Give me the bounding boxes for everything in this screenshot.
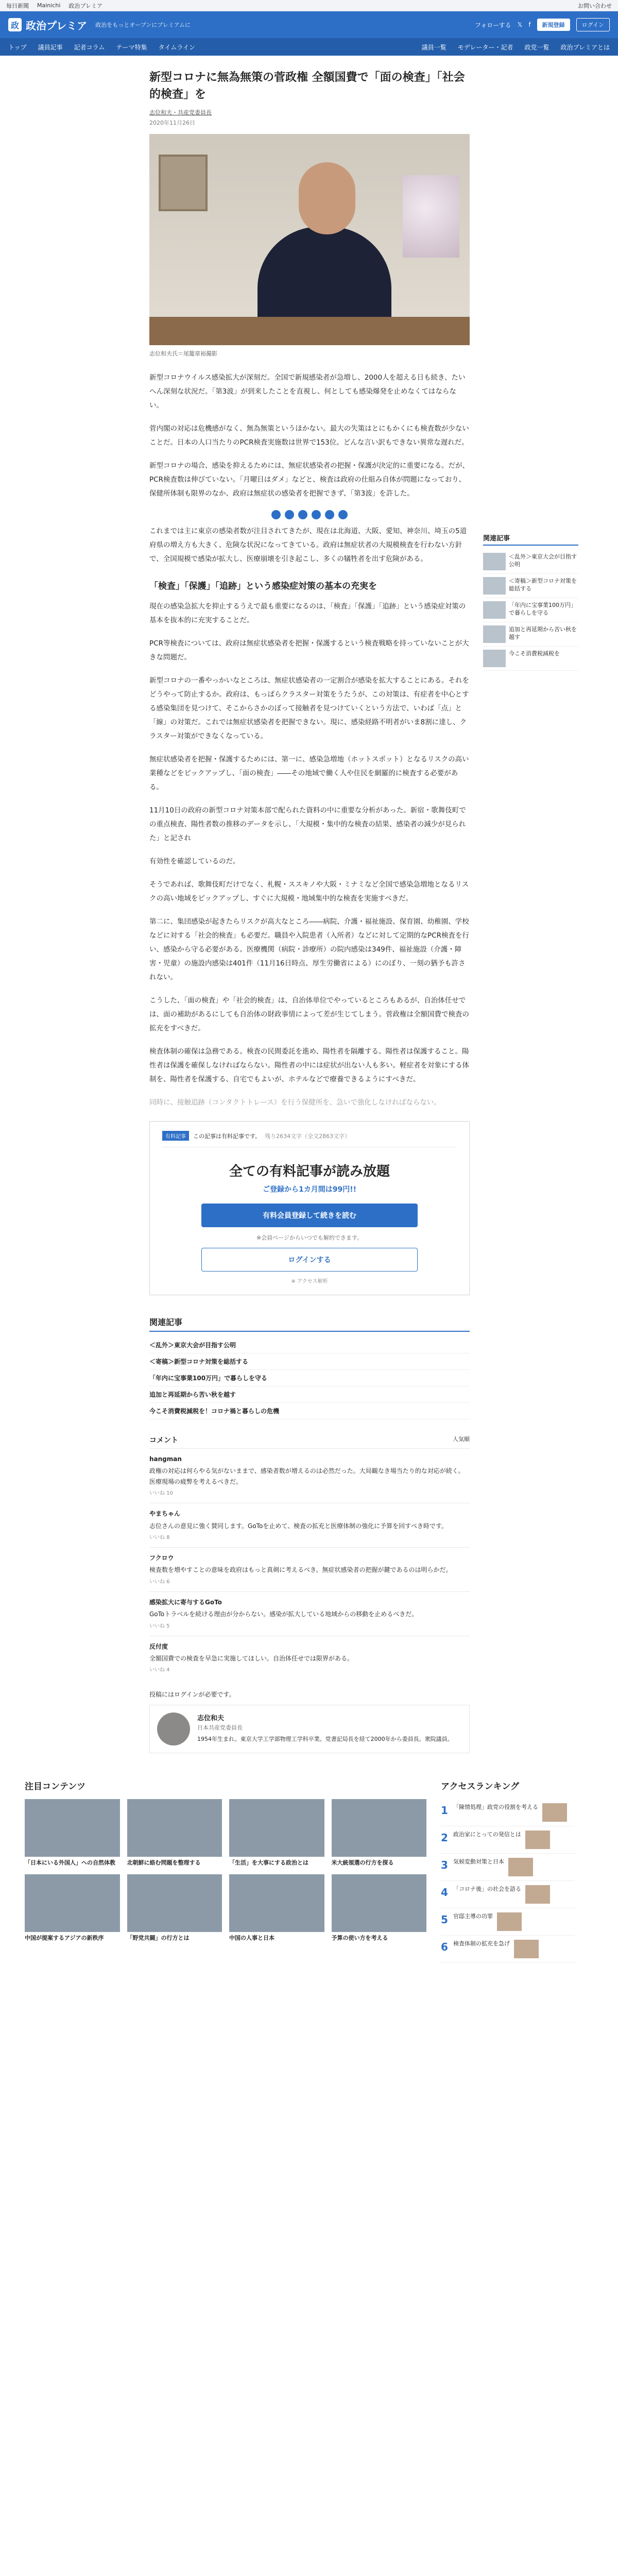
- thumbnail: [497, 1912, 522, 1931]
- comment: [149, 1503, 470, 1547]
- article-date: 2020年11月26日: [149, 120, 195, 126]
- paid-badge: 有料記事: [162, 1131, 189, 1141]
- related-item[interactable]: 追加と再延期から苦い秋を越す: [149, 1386, 470, 1403]
- ranking-label: 政治家にとっての発信とは: [453, 1831, 521, 1838]
- comments-sort-select[interactable]: 人気順: [453, 1436, 470, 1443]
- logo-text: 政治プレミア: [26, 19, 88, 32]
- ranking-label: 検査体制の拡充を急げ: [453, 1940, 510, 1947]
- sidebar-item[interactable]: [483, 622, 578, 647]
- topbar-link-mainichi-en[interactable]: Mainichi: [37, 2, 61, 9]
- thumbnail: [508, 1858, 533, 1876]
- paywall-title: 全ての有料記事が読み放題: [229, 1164, 390, 1179]
- photo-caption: 志位和夫氏＝尾籠章裕撮影: [149, 350, 217, 357]
- card-title: 「野党共闘」の行方とは: [127, 1934, 190, 1941]
- paragraph: 11月10日の政府の新型コロナ対策本部で配られた資料の中に重要な分析があった。新宿・歌舞伎町での重点検査、陽性者数の推移のデータを示し、「大規模・集中的な検査の結果、感染者の減少が見られた」と記され: [149, 806, 466, 842]
- card-title: 「日本にいる外国人」への自然体教: [25, 1859, 115, 1867]
- ranking-item[interactable]: 4 「コロナ後」の社会を語る: [441, 1881, 575, 1908]
- comment: [149, 1636, 470, 1680]
- attention-card[interactable]: [127, 1799, 222, 1867]
- thumbnail: [514, 1940, 539, 1958]
- thumbnail: [483, 577, 506, 595]
- paragraph: 現在の感染急拡大を抑止するうえで最も重要になるのは、「検査」「保護」「追跡」という感染症対策の基本を抜本的に充実することだ。: [149, 602, 466, 624]
- card-image: [229, 1874, 324, 1932]
- attention-card[interactable]: [332, 1874, 427, 1942]
- nav-item-timeline[interactable]: タイムライン: [158, 43, 195, 51]
- comment-user[interactable]: hangman: [149, 1455, 182, 1463]
- related-item[interactable]: 「年内に宝事業100万円」で暮らしを守る: [149, 1370, 470, 1386]
- card-image: [127, 1874, 222, 1932]
- paywall-remaining: 残り2634文字（全文2863文字）: [265, 1132, 351, 1140]
- attention-card[interactable]: [229, 1874, 324, 1942]
- comment-text: 政権の対応は何らやる気がないままで、感染者数が増えるのは必然だった。大局観なき場当たり的な対応が続く。医療現場の疲弊を考えるべきだ。: [149, 1467, 465, 1485]
- card-image: [127, 1799, 222, 1857]
- attention-card[interactable]: [25, 1874, 120, 1942]
- paragraph: PCR等検査については、政府は無症状感染者を把握・保護するという検査戦略を持っていないことが大きな問題だ。: [149, 639, 469, 662]
- author-title: 日本共産党委員長: [197, 1724, 243, 1732]
- paywall-box: [149, 1121, 470, 1295]
- comment-meta[interactable]: いいね 4: [149, 1667, 170, 1673]
- share-twitter-icon[interactable]: [285, 510, 294, 519]
- paragraph: 第二に、集団感染が起きたらリスクが高大なところ――病院、介護・福祉施設、保育園、幼稚園、学校などに対する「社会的検査」も必要だ。職員や入院患者（入所者）などに対して定期的なPCR検査を行い、感染から守る必要がある。医療機関（病院・診療所）の院内感染は349件、福祉施設（介護・障害・児童）の施設内感染は401件（11月16日時点、厚生労働省による）にのぼり、一刻の猶予も許されない。: [149, 918, 469, 981]
- ranking-title: アクセスランキング: [441, 1782, 519, 1792]
- share-link-icon[interactable]: [338, 510, 348, 519]
- thumbnail: [525, 1831, 550, 1849]
- sidebar-item[interactable]: [483, 550, 578, 574]
- paywall-footnote: ※ アクセス解析: [291, 1279, 328, 1284]
- site-logo[interactable]: [8, 18, 87, 32]
- related-item[interactable]: 今こそ消費税減税を！コロナ禍と暮らしの危機: [149, 1403, 470, 1419]
- author-card[interactable]: [149, 1705, 470, 1753]
- comment-meta[interactable]: いいね 10: [149, 1490, 173, 1497]
- paragraph-faded: 同時に、接触追跡（コンタクトトレース）を行う保健所を、急いで強化しなければならない。: [149, 1098, 441, 1107]
- nav-item-moderators[interactable]: モデレーター・記者: [457, 43, 513, 51]
- paragraph: こうした、「面の検査」や「社会的検査」は、自治体単位でやっているところもあるが、自治体任せでは、面の補助があるにしても自治体の財政事情によって差が生じてしまう。菅政権は全額国費で検査の拡充をすべきだ。: [149, 996, 469, 1032]
- paragraph: 有効性を確認しているのだ。: [149, 857, 240, 866]
- sidebar-item-label: ＜寄稿＞新型コロナ対策を総括する: [509, 578, 577, 592]
- subscribe-button[interactable]: 有料会員登録して続きを読む: [201, 1204, 418, 1227]
- attention-title: 注目コンテンツ: [25, 1782, 86, 1792]
- topbar-link-premier[interactable]: 政治プレミア: [68, 2, 102, 9]
- paywall-offer: ご登録から1カ月間は99円!!: [263, 1185, 356, 1194]
- topbar-contact-link[interactable]: お問い合わせ: [578, 2, 612, 9]
- ranking-item[interactable]: 6 検査体制の拡充を急げ: [441, 1936, 575, 1963]
- article-photo: [149, 134, 470, 345]
- paragraph: 新型コロナウイルス感染拡大が深刻だ。全国で新規感染者が急増し、2000人を超える日も続き、たいへん深刻な状況だ。「第3波」が到来したことを直視し、何としても感染爆発を止めなくてはならない。: [149, 374, 466, 410]
- thumbnail: [483, 601, 506, 619]
- share-facebook-icon[interactable]: [271, 510, 281, 519]
- article-main: [149, 69, 470, 1774]
- comment-login-note: 投稿にはログインが必要です。: [149, 1691, 235, 1699]
- thumbnail: [542, 1803, 567, 1822]
- paragraph: 新型コロナの場合、感染を抑えるためには、無症状感染者の把握・保護が決定的に重要になる。だが、PCR検査数は伸びていない。「月曜日はダメ」などと、検査は政府の仕組み自体が問題になっており、保健所体制も限界のなか、政府は無症状の感染者を把握できず、「第3波」を許した。: [149, 462, 469, 498]
- card-image: [332, 1799, 427, 1857]
- logo-mark-icon: 政: [8, 18, 22, 31]
- ranking-label: 官邸主導の功罪: [453, 1913, 493, 1920]
- comments-title: コメント: [149, 1436, 178, 1445]
- facebook-icon[interactable]: f: [528, 21, 531, 28]
- card-image: [229, 1799, 324, 1857]
- comment-meta[interactable]: いいね 5: [149, 1623, 170, 1629]
- card-image: [25, 1799, 120, 1857]
- attention-card[interactable]: [25, 1799, 120, 1867]
- sidebar-item[interactable]: [483, 598, 578, 622]
- signup-button[interactable]: 新規登録: [537, 19, 570, 31]
- sidebar-item-label: 「年内に宝事業100万円」で暮らしを守る: [509, 602, 576, 617]
- card-title: 米大統領選の行方を探る: [331, 1859, 394, 1867]
- nav-item-about[interactable]: 政治プレミアとは: [560, 43, 610, 51]
- bottom-section: [0, 1779, 618, 1963]
- card-image: [25, 1874, 120, 1932]
- ranking-label: 気候変動対策と日本: [453, 1858, 504, 1866]
- attention-card[interactable]: [332, 1799, 427, 1867]
- comment-user[interactable]: フクロウ: [149, 1554, 174, 1562]
- follow-label: フォローする: [474, 21, 511, 29]
- comment-user[interactable]: 反付度: [149, 1642, 168, 1650]
- paragraph: 検査体制の確保は急務である。検査の民間委託を進め、陽性者を隔離する。陽性者は保護すること。陽性者は保護を確保しなければならない。陽性者の中には症状が出ない人も多い。軽症者を対象にする体制を、陽性者を保護する、自宅でもよいが、ホテルなどで療養できるようにすべきだ。: [149, 1047, 469, 1083]
- thumbnail: [483, 625, 506, 643]
- nav-item-member-list[interactable]: 議員一覧: [421, 43, 447, 51]
- sidebar-item-label: 今こそ消費税減税を: [509, 650, 560, 657]
- article-byline[interactable]: 志位和夫・共産党委員長: [149, 109, 212, 116]
- related-list: [149, 1337, 470, 1419]
- comment: [149, 1448, 470, 1503]
- share-mail-icon[interactable]: [325, 510, 334, 519]
- ranking-item[interactable]: 3 気候変動対策と日本: [441, 1854, 575, 1881]
- card-title: 中国の人事と日本: [229, 1934, 274, 1941]
- ranking-item[interactable]: 5 官邸主導の功罪: [441, 1908, 575, 1936]
- card-title: 予算の使い方を考える: [331, 1934, 388, 1941]
- related-title: 関連記事: [149, 1316, 470, 1332]
- ranking-label: 「コロナ後」の社会を語る: [453, 1886, 521, 1893]
- attention-card[interactable]: [127, 1874, 222, 1942]
- comment: [149, 1547, 470, 1591]
- author-name: 志位和夫: [197, 1715, 225, 1723]
- nav-item-columns[interactable]: 記者コラム: [74, 43, 105, 51]
- related-item[interactable]: ＜乱外＞東京大会が目指す公明: [149, 1337, 470, 1353]
- comment-user[interactable]: やまちゃん: [149, 1510, 181, 1518]
- thumbnail: [525, 1885, 550, 1904]
- share-line-icon[interactable]: [298, 510, 307, 519]
- main-nav: [0, 38, 618, 56]
- comment-user[interactable]: 感染拡大に寄与するGoTo: [149, 1598, 222, 1606]
- paragraph: 新型コロナの一番やっかいなところは、無症状感染者の一定割合が感染を拡大することにある。それをどうやって防止するか。政府は、もっぱらクラスター対策をうたうが、この対策は、有症者を中心とする感染集団を見つけて、そこからさかのぼって接触者を見つけていくという方法で、いわば「点」と「線」の対策だ。これでは無症状感染者を把握できない。現に、感染経路不明者がいま8割に達し、クラスター対策ができなくなっている。: [149, 676, 469, 740]
- comment-text: 検査数を増やすことの意味を政府はもっと真剣に考えるべき。無症状感染者の把握が鍵であるのは明らかだ。: [149, 1566, 452, 1574]
- article-title: 新型コロナに無為無策の菅政権 全額国費で「面の検査」「社会的検査」を: [149, 71, 465, 101]
- twitter-icon[interactable]: 𝕏: [517, 21, 523, 28]
- share-buttons: [149, 510, 470, 519]
- card-title: 「生活」を大事にする政治とは: [229, 1859, 308, 1867]
- share-hatena-icon[interactable]: [312, 510, 321, 519]
- comment-text: 全額国費での検査を早急に実施してほしい。自治体任せでは限界がある。: [149, 1654, 354, 1662]
- comment: [149, 1591, 470, 1636]
- attention-card[interactable]: [229, 1799, 324, 1867]
- site-header: [0, 11, 618, 38]
- author-desc: 1954年生まれ。東京大学工学部物理工学科卒業。党書記局長を経て2000年から委員長。衆院議員。: [197, 1736, 453, 1743]
- top-utility-bar: [0, 0, 618, 11]
- comment-meta[interactable]: いいね 6: [149, 1579, 170, 1585]
- thumbnail: [483, 553, 506, 570]
- comment-text: GoToトラベルを続ける理由が分からない。感染が拡大している地域からの移動を止めるべきだ。: [149, 1611, 418, 1618]
- topbar-link-mainichi[interactable]: 毎日新聞: [6, 2, 29, 9]
- sidebar-item-label: 追加と再延期から苦い秋を越す: [509, 626, 577, 641]
- paragraph: そうであれば、歌舞伎町だけでなく、札幌・ススキノや大阪・ミナミなど全国で感染急増地となるリスクの高い地域をピックアップし、すぐに大規模・地域集中的な検査を実施すべきだ。: [149, 880, 469, 903]
- sidebar-item-label: ＜乱外＞東京大会が目指す公明: [509, 553, 577, 568]
- nav-item-parties[interactable]: 政党一覧: [524, 43, 550, 51]
- paywall-lead: この記事は有料記事です。: [193, 1132, 261, 1140]
- ranking-item[interactable]: 2 政治家にとっての発信とは: [441, 1826, 575, 1854]
- card-title: 北朝鮮に絡む問題を整理する: [127, 1859, 201, 1867]
- paragraph: 無症状感染者を把握・保護するためには、第一に、感染急増地（ホットスポット）となるリスクの高い業種などをピックアップし、「面の検査」――その地域で働く人や住民を網羅的に検査する必要がある。: [149, 755, 469, 791]
- comment-text: 志位さんの意見に強く賛同します。GoToを止めて、検査の拡充と医療体制の強化に予算を回すべき時です。: [149, 1522, 448, 1530]
- card-title: 中国が提案するアジアの新秩序: [25, 1934, 104, 1941]
- sidebar-title: 関連記事: [483, 533, 578, 546]
- comment-meta[interactable]: いいね 8: [149, 1534, 170, 1540]
- card-image: [332, 1874, 427, 1932]
- login-button[interactable]: ログイン: [576, 18, 610, 31]
- nav-item-top[interactable]: トップ: [8, 43, 27, 51]
- ranking-item[interactable]: 1 「陳情処理」政党の役割を考える: [441, 1799, 575, 1826]
- nav-item-members[interactable]: 議員記事: [38, 43, 63, 51]
- author-avatar: [157, 1713, 190, 1745]
- related-item[interactable]: ＜寄稿＞新型コロナ対策を総括する: [149, 1353, 470, 1370]
- section-heading: 「検査」「保護」「追跡」という感染症対策の基本の充実を: [149, 581, 377, 591]
- site-tagline: 政治をもっとオープンにプレミアムに: [95, 22, 191, 28]
- paywall-login-button[interactable]: ログインする: [201, 1248, 418, 1272]
- ranking-label: 「陳情処理」政党の役割を考える: [453, 1804, 538, 1811]
- nav-item-themes[interactable]: テーマ特集: [116, 43, 147, 51]
- paragraph: 菅内閣の対応は危機感がなく、無為無策というほかない。最大の失策はとにもかくにも検査数が少ないことだ。日本の人口当たりのPCR検査実施数は世界で153位。どんな言い訳もできない異常な遅れだ。: [149, 425, 469, 447]
- sidebar: [483, 533, 578, 1774]
- paywall-note: ※会員ページからいつでも解約できます。: [256, 1234, 363, 1241]
- thumbnail: [483, 650, 506, 667]
- paragraph: これまでは主に東京の感染者数が注目されてきたが、現在は北海道、大阪、愛知、神奈川、埼玉の5道府県の増え方も大きく、危険な状況になってきている。政府は無症状者の大規模検査を行わない方針で、全国規模で感染が拡大し、医療崩壊を引き起こし、多くの犠牲者を出す危険がある。: [149, 527, 467, 563]
- sidebar-item[interactable]: [483, 574, 578, 598]
- sidebar-item[interactable]: [483, 647, 578, 671]
